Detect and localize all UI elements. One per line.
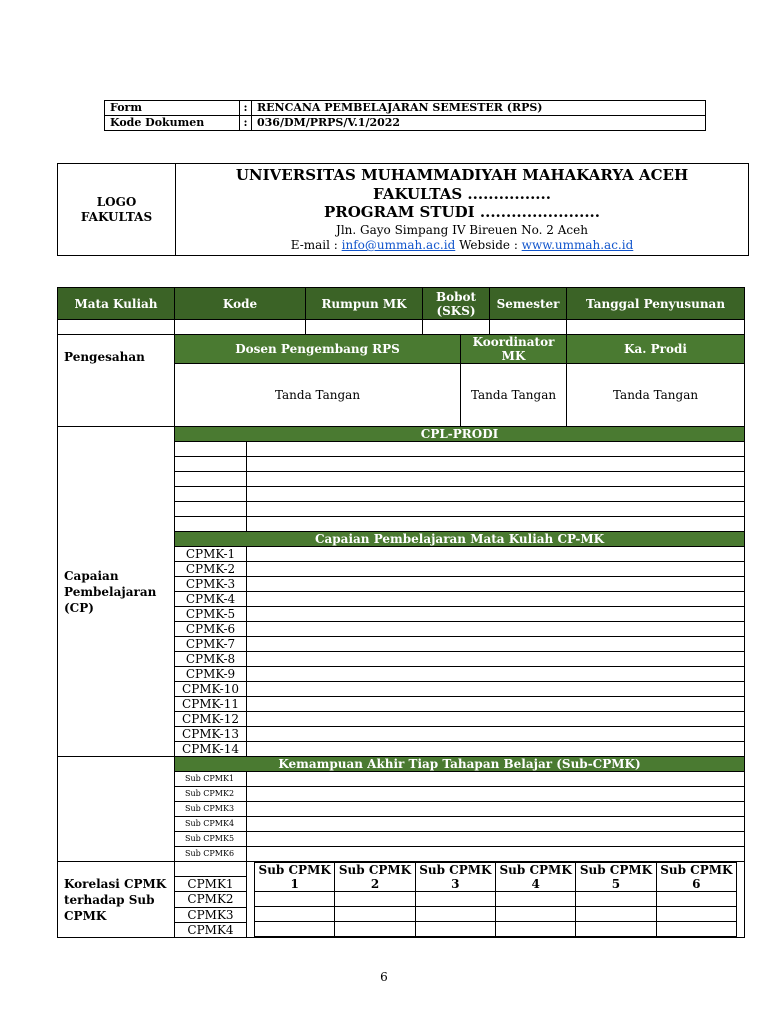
cpmk-code: CPMK-9 (175, 667, 247, 682)
semester-value[interactable] (490, 320, 567, 335)
matrix-cell[interactable] (415, 922, 495, 937)
cpmk-description[interactable] (247, 682, 745, 697)
sub-cpmk-header-row (58, 757, 745, 772)
sub-cpmk-6-header (656, 863, 736, 892)
cpmk-description[interactable] (247, 562, 745, 577)
matrix-cell[interactable] (576, 907, 656, 922)
bobot-line-1: Bobot (435, 289, 477, 304)
cpmk-description[interactable] (247, 697, 745, 712)
cpl-code[interactable] (175, 457, 247, 472)
sub-cpmk-4-header (495, 863, 575, 892)
korelasi-matrix-row (255, 907, 737, 922)
sub-cpmk-5-header (576, 863, 656, 892)
university-header (57, 163, 749, 256)
cp-label-line-1: Capaian (64, 568, 119, 583)
matrix-cell[interactable] (415, 907, 495, 922)
logo-line-2: FAKULTAS (80, 209, 153, 224)
cpmk-description[interactable] (247, 622, 745, 637)
mata-kuliah-header: Mata Kuliah (58, 288, 175, 320)
cpmk-description[interactable] (247, 667, 745, 682)
email-link[interactable]: info@ummah.ac.id (341, 238, 456, 252)
matrix-cell[interactable] (255, 907, 335, 922)
cpmk-description[interactable] (247, 712, 745, 727)
korelasi-matrix (254, 862, 737, 937)
cpmk-description[interactable] (247, 652, 745, 667)
sub-cpmk-code: Sub CPMK6 (175, 847, 247, 862)
sub-cpmk-prefix: Sub CPMK (499, 863, 572, 877)
tanggal-value[interactable] (567, 320, 745, 335)
form-value: RENCANA PEMBELAJARAN SEMESTER (RPS) (252, 101, 706, 116)
korelasi-label (58, 862, 175, 938)
contact-line (176, 238, 748, 253)
dosen-header: Dosen Pengembang RPS (175, 335, 461, 364)
doc-code-label: Kode Dokumen (105, 116, 240, 131)
semester-header: Semester (490, 288, 567, 320)
matrix-cell[interactable] (656, 892, 736, 907)
separator: : (240, 101, 252, 116)
cpmk-code: CPMK-13 (175, 727, 247, 742)
cpmk-code: CPMK-12 (175, 712, 247, 727)
matrix-cell[interactable] (335, 922, 415, 937)
cpmk-description[interactable] (247, 637, 745, 652)
kode-value[interactable] (175, 320, 306, 335)
cpmk-description[interactable] (247, 547, 745, 562)
university-info (176, 164, 749, 256)
cpmk-code: CPMK-8 (175, 652, 247, 667)
matrix-cell[interactable] (255, 922, 335, 937)
korelasi-cpmk-code: CPMK3 (175, 907, 247, 922)
cpmk-description[interactable] (247, 727, 745, 742)
separator: : (240, 116, 252, 131)
cpl-code[interactable] (175, 472, 247, 487)
doc-code-value: 036/DM/PRPS/V.1/2022 (252, 116, 706, 131)
sub-cpmk-prefix: Sub CPMK (419, 863, 492, 877)
form-info-table (104, 100, 706, 131)
sub-cpmk-prefix: Sub CPMK (660, 863, 733, 877)
website-label: Webside : (455, 238, 522, 252)
koordinator-signature[interactable]: Tanda Tangan (461, 364, 567, 427)
sub-cpmk-2-header (335, 863, 415, 892)
sub-cpmk-1-header (255, 863, 335, 892)
course-header-row (58, 288, 745, 320)
tanggal-header: Tanggal Penyusunan (567, 288, 745, 320)
kaprodi-signature[interactable]: Tanda Tangan (567, 364, 745, 427)
faculty-name: FAKULTAS ................ (373, 185, 551, 203)
cpmk-description[interactable] (247, 607, 745, 622)
dosen-signature[interactable]: Tanda Tangan (175, 364, 461, 427)
cpl-description[interactable] (247, 457, 745, 472)
sub-cpmk-prefix: Sub CPMK (258, 863, 331, 877)
sub-cpmk-number: 4 (531, 877, 540, 891)
sub-cpmk-number: 2 (370, 877, 380, 891)
rumpun-header: Rumpun MK (306, 288, 423, 320)
sub-cpmk-3-header (415, 863, 495, 892)
course-value-row (58, 320, 745, 335)
university-name: UNIVERSITAS MUHAMMADIYAH MAHAKARYA ACEH (235, 166, 689, 184)
korelasi-label-line-1: Korelasi CPMK (64, 876, 167, 891)
matrix-cell[interactable] (335, 892, 415, 907)
cpmk-description[interactable] (247, 742, 745, 757)
cpl-code[interactable] (175, 487, 247, 502)
cp-label-line-2: Pembelajaran (64, 584, 157, 599)
matrix-cell[interactable] (495, 907, 575, 922)
email-label: E-mail : (290, 238, 342, 252)
logo-placeholder (58, 164, 176, 256)
address: Jln. Gayo Simpang IV Bireuen No. 2 Aceh (336, 223, 588, 237)
website-link[interactable]: www.ummah.ac.id (521, 238, 634, 252)
cp-label-line-3: (CP) (64, 600, 94, 615)
sub-cpmk-code: Sub CPMK3 (175, 802, 247, 817)
cpl-header-row (58, 427, 745, 442)
rumpun-value[interactable] (306, 320, 423, 335)
sub-cpmk-description[interactable] (247, 847, 745, 862)
korelasi-row (58, 862, 745, 877)
cpmk-code: CPMK-6 (175, 622, 247, 637)
pengesahan-label: Pengesahan (58, 335, 175, 427)
pengesahan-header-row (58, 335, 745, 364)
korelasi-matrix-cell (247, 862, 745, 938)
cpmk-description[interactable] (247, 577, 745, 592)
matrix-cell[interactable] (656, 907, 736, 922)
sub-cpmk-description[interactable] (247, 772, 745, 787)
sub-cpmk-header: Kemampuan Akhir Tiap Tahapan Belajar (Sub-CPMK) (175, 757, 745, 772)
korelasi-label-line-2: terhadap Sub (64, 892, 155, 907)
cpmk-code: CPMK-2 (175, 562, 247, 577)
korelasi-matrix-row (255, 922, 737, 937)
korelasi-matrix-header (255, 863, 737, 892)
bobot-value[interactable] (423, 320, 490, 335)
logo-line-1: LOGO (96, 194, 137, 209)
sub-cpmk-prefix: Sub CPMK (579, 863, 653, 877)
sub-cpmk-label-cell (58, 757, 175, 862)
form-label: Form (105, 101, 240, 116)
cpl-description[interactable] (247, 472, 745, 487)
matrix-cell[interactable] (656, 922, 736, 937)
cpmk-code: CPMK-14 (175, 742, 247, 757)
sub-cpmk-code: Sub CPMK1 (175, 772, 247, 787)
sub-cpmk-description[interactable] (247, 832, 745, 847)
korelasi-matrix-row (255, 892, 737, 907)
cpl-code[interactable] (175, 502, 247, 517)
cpmk-description[interactable] (247, 592, 745, 607)
matrix-cell[interactable] (415, 892, 495, 907)
sub-cpmk-number: 3 (451, 877, 460, 891)
page-number: 6 (380, 970, 388, 984)
sub-cpmk-code: Sub CPMK2 (175, 787, 247, 802)
sub-cpmk-number: 5 (611, 877, 621, 891)
sub-cpmk-code: Sub CPMK5 (175, 832, 247, 847)
cpl-description[interactable] (247, 487, 745, 502)
korelasi-corner (175, 862, 247, 877)
koordinator-header: Koordinator MK (461, 335, 567, 364)
matrix-cell[interactable] (335, 907, 415, 922)
matrix-cell[interactable] (576, 892, 656, 907)
korelasi-cpmk-code: CPMK1 (175, 877, 247, 892)
kaprodi-header: Ka. Prodi (567, 335, 745, 364)
mata-kuliah-value[interactable] (58, 320, 175, 335)
bobot-line-2: (SKS) (436, 303, 476, 318)
cpmk-code: CPMK-11 (175, 697, 247, 712)
sub-cpmk-prefix: Sub CPMK (338, 863, 412, 877)
rps-table (57, 287, 745, 938)
sub-cpmk-number: 1 (290, 877, 299, 891)
cpl-description[interactable] (247, 502, 745, 517)
cpmk-code: CPMK-5 (175, 607, 247, 622)
sub-cpmk-description[interactable] (247, 817, 745, 832)
cp-label (58, 427, 175, 757)
matrix-cell[interactable] (495, 892, 575, 907)
cpmk-header: Capaian Pembelajaran Mata Kuliah CP-MK (175, 532, 745, 547)
sub-cpmk-number: 6 (692, 877, 701, 891)
korelasi-label-line-3: CPMK (64, 908, 107, 923)
cpmk-code: CPMK-4 (175, 592, 247, 607)
sub-cpmk-description[interactable] (247, 787, 745, 802)
cpl-code[interactable] (175, 442, 247, 457)
korelasi-cpmk-code: CPMK4 (175, 922, 247, 937)
cpl-description[interactable] (247, 517, 745, 532)
cpmk-code: CPMK-3 (175, 577, 247, 592)
matrix-cell[interactable] (495, 922, 575, 937)
bobot-header (423, 288, 490, 320)
cpmk-code: CPMK-7 (175, 637, 247, 652)
sub-cpmk-code: Sub CPMK4 (175, 817, 247, 832)
program-name: PROGRAM STUDI ....................... (324, 203, 600, 221)
kode-header: Kode (175, 288, 306, 320)
cpl-code[interactable] (175, 517, 247, 532)
sub-cpmk-description[interactable] (247, 802, 745, 817)
matrix-cell[interactable] (255, 892, 335, 907)
matrix-cell[interactable] (576, 922, 656, 937)
korelasi-cpmk-code: CPMK2 (175, 892, 247, 907)
cpmk-code: CPMK-10 (175, 682, 247, 697)
cpl-prodi-header: CPL-PRODI (175, 427, 745, 442)
cpl-description[interactable] (247, 442, 745, 457)
cpmk-code: CPMK-1 (175, 547, 247, 562)
